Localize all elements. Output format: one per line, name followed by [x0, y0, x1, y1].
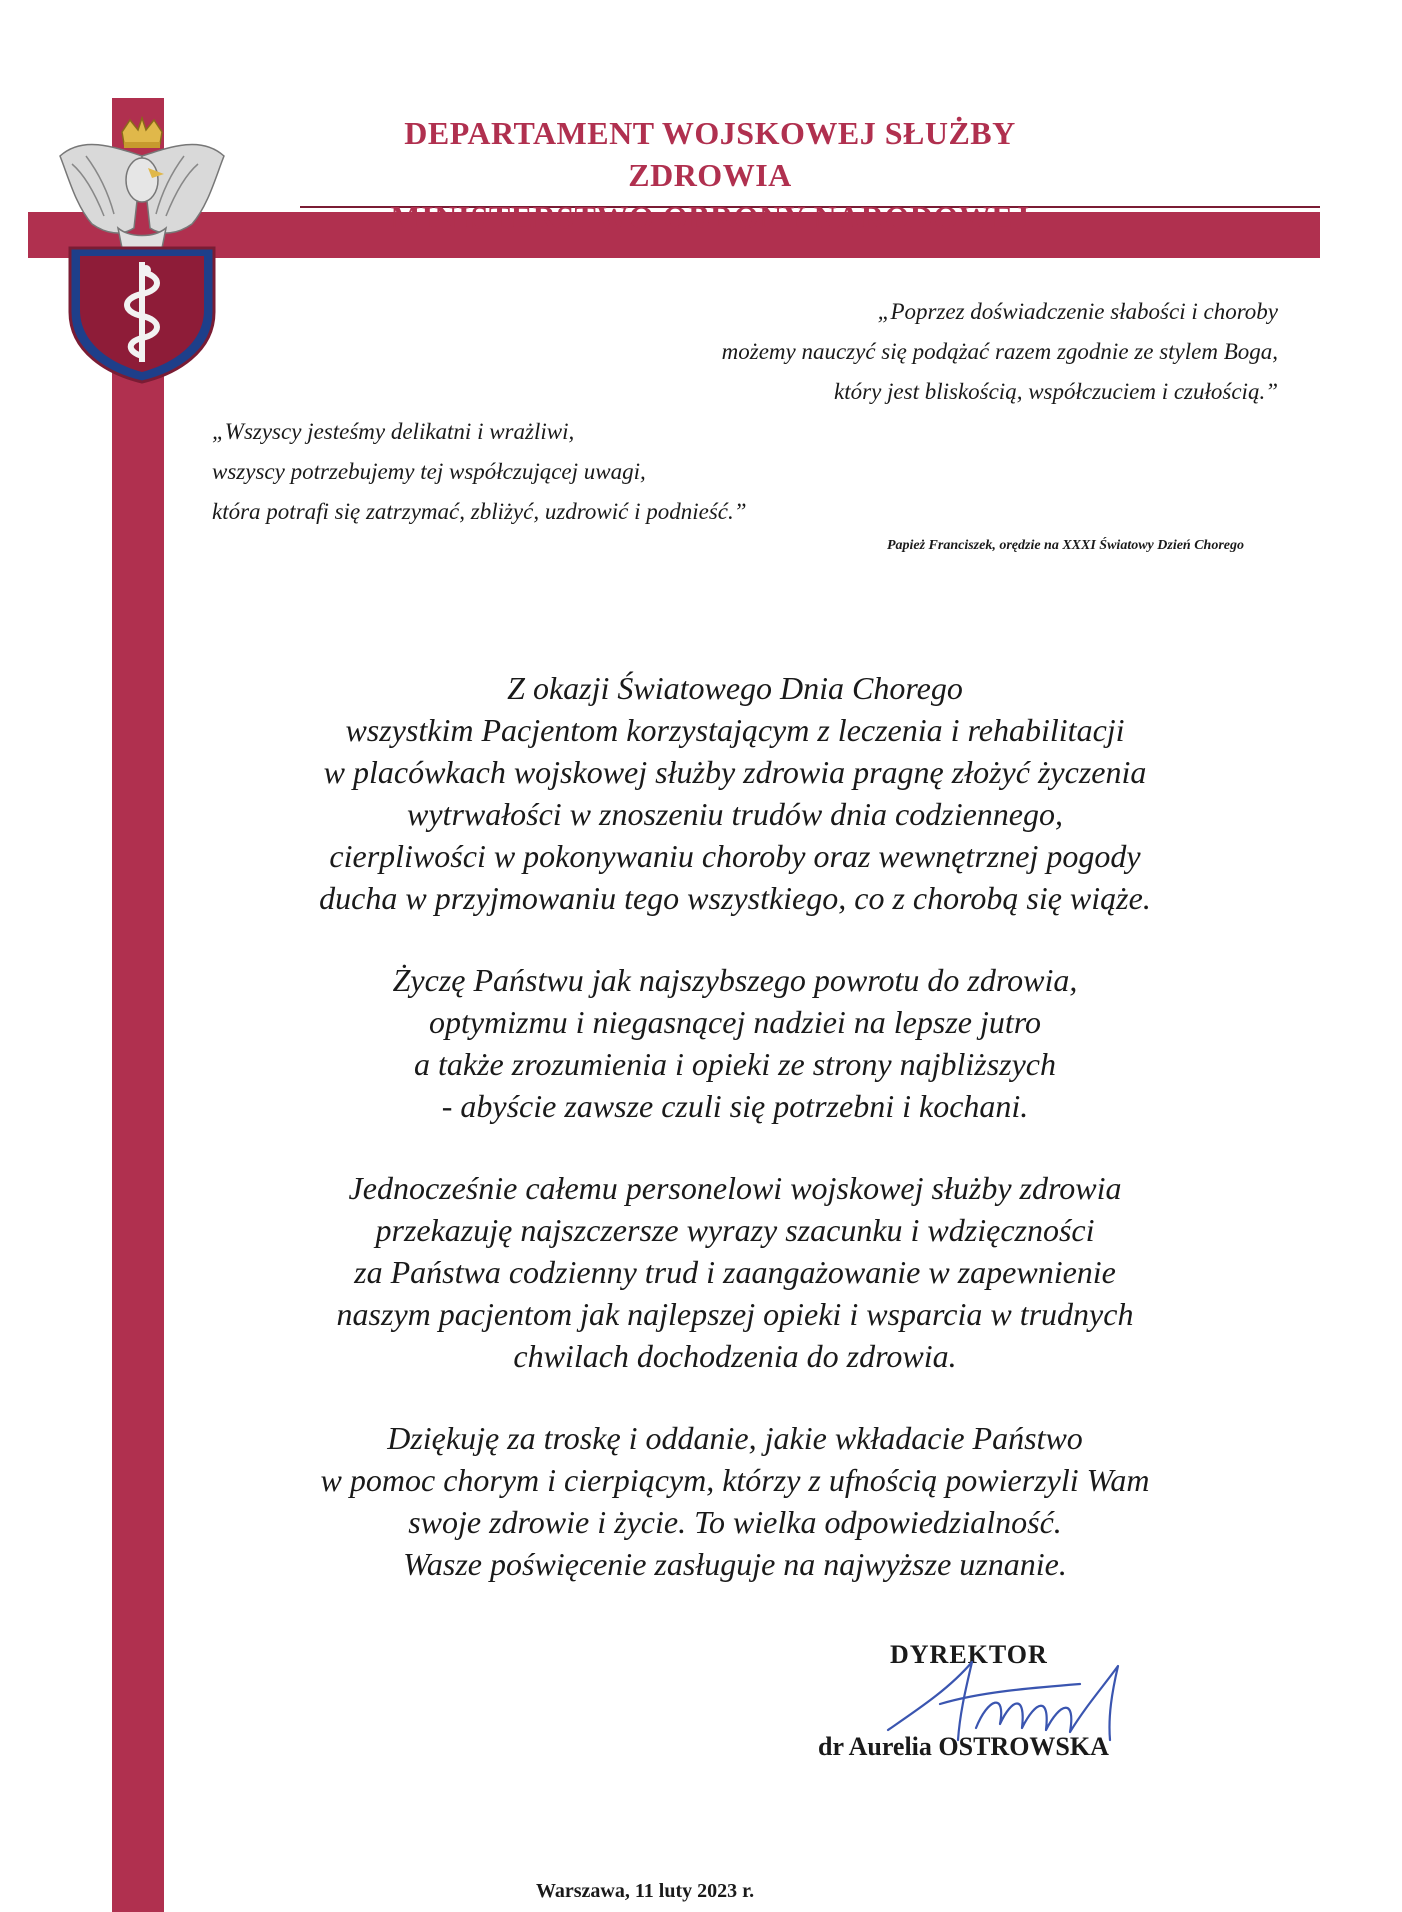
paragraph-greetings	[210, 667, 1260, 919]
quote-citation: Papież Franciszek, orędzie na XXXI Światowy Dzień Chorego	[886, 538, 1244, 553]
letter-body	[210, 667, 1260, 1625]
body-line: za Państwa codzienny trud i zaangażowanie w zapewnienie	[354, 1254, 1116, 1290]
quote-line: „Poprzez doświadczenie słabości i choroby	[877, 299, 1278, 324]
body-line: chwilach dochodzenia do zdrowia.	[513, 1338, 957, 1374]
signatory-title: DYREKTOR	[890, 1640, 1048, 1669]
body-line: ducha w przyjmowaniu tego wszystkiego, co z chorobą się wiąże.	[319, 880, 1151, 916]
body-line: Wasze poświęcenie zasługuje na najwyższe uznanie.	[403, 1546, 1067, 1582]
place-and-date: Warszawa, 11 luty 2023 r.	[536, 1880, 755, 1902]
body-line: Dziękuję za troskę i oddanie, jakie wkładacie Państwo	[387, 1420, 1083, 1456]
quote-line: możemy nauczyć się podążać razem zgodnie ze stylem Boga,	[721, 339, 1278, 364]
body-line: wszystkim Pacjentom korzystającym z leczenia i rehabilitacji	[345, 712, 1125, 748]
quote-line: wszyscy potrzebujemy tej współczującej uwagi,	[212, 459, 646, 484]
letterhead-line-1: DEPARTAMENT WOJSKOWEJ SŁUŻBY ZDROWIA	[404, 115, 1016, 193]
quote-line: który jest bliskością, współczuciem i czułością.”	[834, 379, 1278, 404]
body-line: Życzę Państwu jak najszybszego powrotu do zdrowia,	[392, 962, 1078, 998]
pope-quote-2	[212, 412, 912, 532]
signatory-name: dr Aurelia OSTROWSKA	[818, 1732, 1109, 1761]
body-line: przekazuję najszczersze wyrazy szacunku i wdzięczności	[375, 1212, 1095, 1248]
military-health-eagle-emblem-icon	[52, 116, 232, 384]
body-line: Jednocześnie całemu personelowi wojskowej służby zdrowia	[348, 1170, 1122, 1206]
body-line: a także zrozumienia i opieki ze strony najbliższych	[414, 1046, 1056, 1082]
body-line: - abyście zawsze czuli się potrzebni i kochani.	[441, 1088, 1029, 1124]
body-line: Z okazji Światowego Dnia Chorego	[507, 670, 963, 706]
paragraph-wishes	[210, 959, 1260, 1127]
paragraph-thanks	[210, 1417, 1260, 1585]
letterhead-line-2: MINISTERSTWO OBRONY NARODOWEJ	[390, 199, 1030, 235]
quote-line: „Wszyscy jesteśmy delikatni i wrażliwi,	[212, 419, 575, 444]
body-line: wytrwałości w znoszeniu trudów dnia codziennego,	[407, 796, 1063, 832]
body-line: w placówkach wojskowej służby zdrowia pragnę złożyć życzenia	[323, 754, 1147, 790]
paragraph-staff	[210, 1167, 1260, 1377]
body-line: cierpliwości w pokonywaniu choroby oraz wewnętrznej pogody	[329, 838, 1141, 874]
body-line: optymizmu i niegasnącej nadziei na lepsze jutro	[428, 1004, 1042, 1040]
body-line: naszym pacjentom jak najlepszej opieki i wsparcia w trudnych	[336, 1296, 1134, 1332]
quote-line: która potrafi się zatrzymać, zbliżyć, uzdrowić i podnieść.”	[212, 499, 747, 524]
pope-quote-1	[518, 292, 1278, 412]
body-line: w pomoc chorym i cierpiącym, którzy z ufnością powierzyli Wam	[320, 1462, 1150, 1498]
body-line: swoje zdrowie i życie. To wielka odpowiedzialność.	[408, 1504, 1062, 1540]
